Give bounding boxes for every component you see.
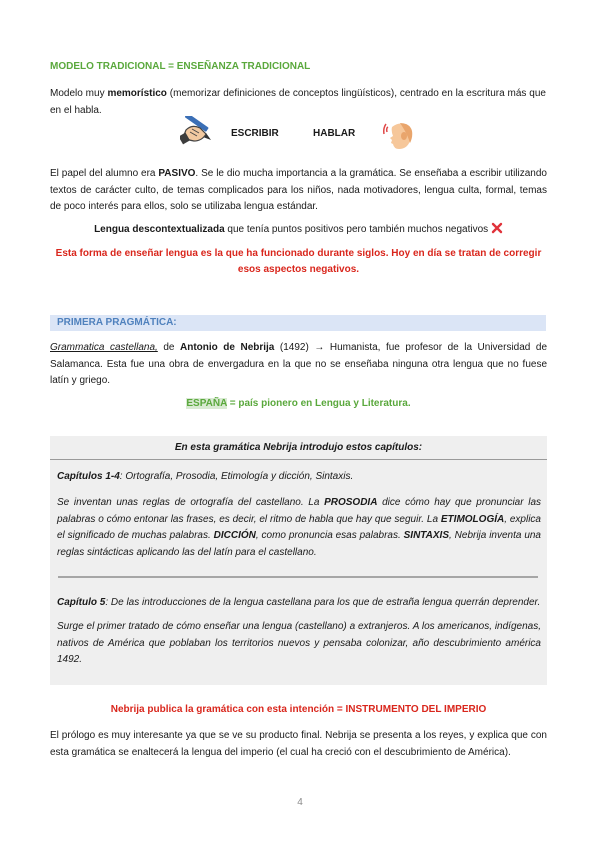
page-number: 4 (297, 797, 303, 808)
bold-text: ETIMOLOGÍA (440, 513, 505, 525)
section-heading-modelo: MODELO TRADICIONAL = ENSEÑANZA TRADICIONAL (50, 61, 311, 72)
text: Se inventan unas reglas de ortografía del castellano. La (57, 497, 325, 508)
box-divider (50, 459, 547, 460)
chapter-5-description: Surge el primer tratado de cómo enseñar una lengua (castellano) a extranjeros. A los americanos, indígenas, nativos de América que poblaban los territorios nuevos y pensaba colonizar, año descubrimiento américa 1492. (57, 621, 541, 665)
summary-line (50, 222, 547, 239)
label-hablar: HABLAR (313, 128, 356, 139)
bold-text: Capítulos 1-4 (57, 471, 120, 482)
chapter-1-4 (57, 469, 541, 486)
text: : De las introducciones de la lengua castellana para los que de estraña lengua querrán deprender. (105, 597, 541, 608)
bold-text: PROSODIA (324, 497, 378, 508)
text: de (157, 342, 180, 353)
text: que tenía puntos positivos pero también muchos negativos (224, 224, 491, 235)
chapter-1-4-description (57, 495, 541, 561)
imperio-heading: Nebrija publica la gramática con esta intención = INSTRUMENTO DEL IMPERIO (110, 704, 487, 715)
text: : Ortografía, Prosodia, Etimología y dicción, Sintaxis. (119, 471, 354, 482)
modelo-intro (50, 86, 546, 119)
text: (1492) → Humanista, fue profesor de la Universidad de Salamanca. Esta fue una obra de envergadura en la que no se enseñaba ninguna otra lengua que no fuese latín y griego. (50, 342, 548, 386)
spain-line (50, 398, 547, 409)
text: Modelo muy (50, 88, 108, 99)
book-title: Grammatica castellana, (50, 342, 158, 353)
author-name: Antonio de Nebrija (179, 342, 275, 353)
red-note: Esta forma de enseñar lengua es la que ha funcionado durante siglos. Hoy en día se tratan de corregir esos aspectos negativos. (55, 248, 542, 275)
label-escribir: ESCRIBIR (231, 128, 279, 139)
speaking-head-icon (383, 119, 415, 151)
box-title: En esta gramática Nebrija introdujo estos capítulos: (174, 442, 423, 453)
horizontal-rule (58, 576, 538, 578)
hand-writing-icon (180, 116, 222, 146)
bold-text: PASIVO (158, 168, 196, 179)
section-heading-pragmatica: PRIMERA PRAGMÁTICA: (57, 317, 177, 328)
text: , como pronuncia esas palabras. (255, 530, 404, 541)
bold-text: Capítulo 5 (57, 597, 106, 608)
text: (memorizar definiciones de conceptos lingüísticos), centrado en la escritura más que en el habla. (50, 88, 546, 116)
alumno-paragraph (50, 166, 547, 216)
bold-text: DICCIÓN (213, 530, 256, 541)
text: , Nebrija inventa una reglas sintácticas aplicando las del latín para el castellano. (57, 530, 541, 558)
text: El papel del alumno era (50, 168, 159, 179)
bold-text: memorístico (107, 88, 167, 99)
nebrija-paragraph (50, 340, 547, 390)
prologo-paragraph: El prólogo es muy interesante ya que se ve su producto final. Nebrija se presenta a los reyes, y explica que con esta gramática se enaltecerá la lengua del imperio (el cual ha creció con el descubrimiento de América). (50, 730, 547, 758)
cross-mark-icon (491, 222, 503, 239)
bold-text: SINTAXIS (403, 530, 450, 541)
chapter-5 (57, 595, 541, 612)
bold-text: Lengua descontextualizada (94, 224, 225, 235)
highlighted-text: ESPAÑA (186, 398, 227, 409)
text: , explica el significado de muchas palabras. (57, 513, 541, 541)
text: = país pionero en Lengua y Literatura. (226, 398, 411, 409)
text: . Se le dio mucha importancia a la gramática. Se enseñaba a escribir utilizando textos de carácter culto, de temas complicados para los niños, nada motivadores, lengua culta, formal, temas de poco interés para ellos, solo se utilizaba lengua estándar. (50, 168, 547, 212)
text: dice cómo hay que pronunciar las palabras o cómo entonar las frases, es decir, el ritmo de habla que hay que seguir. La (57, 497, 542, 525)
